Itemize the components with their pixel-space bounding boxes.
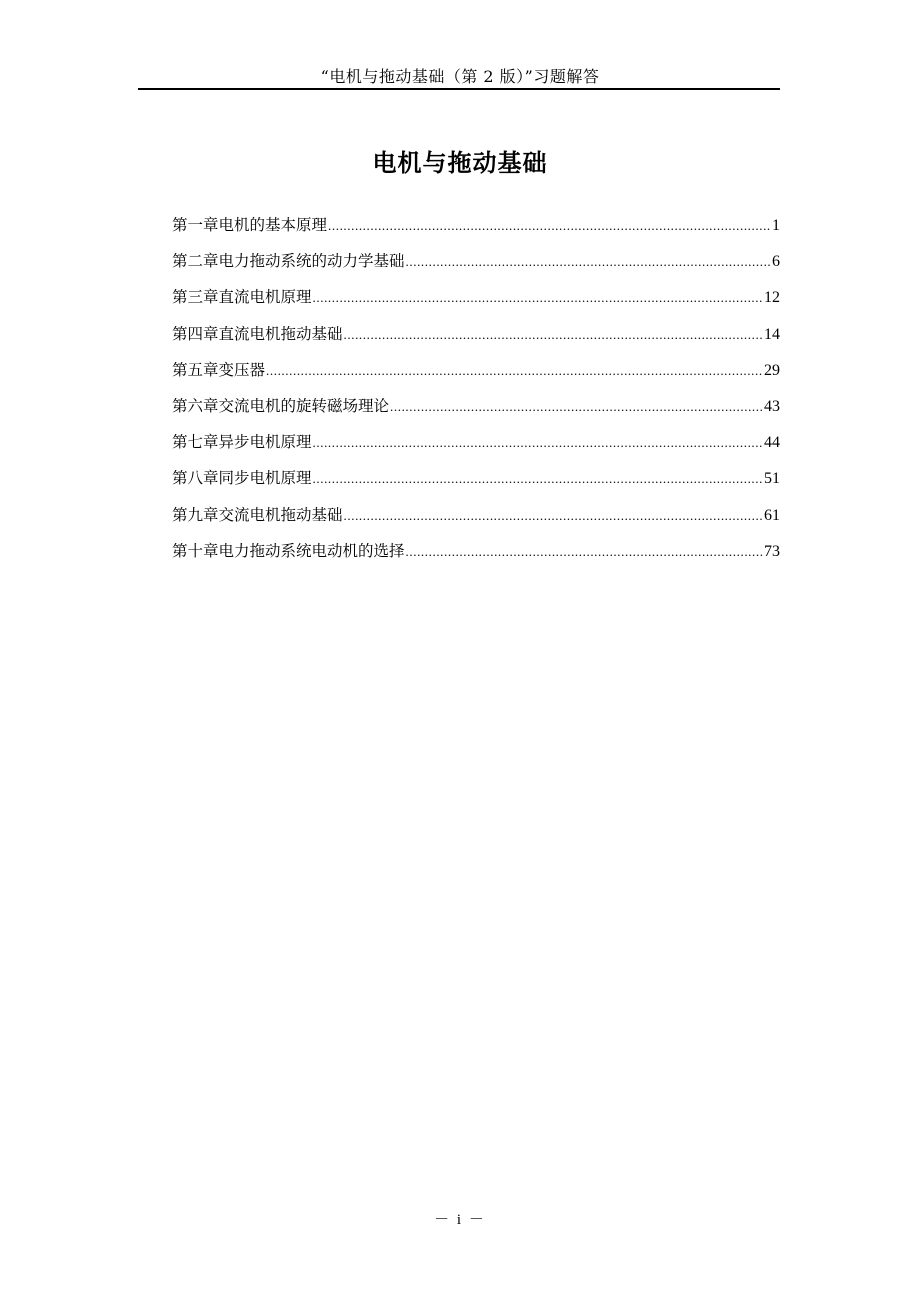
toc-dot-leader xyxy=(344,327,763,343)
toc-entry-chapter-9[interactable] xyxy=(172,503,780,539)
toc-dot-leader xyxy=(313,435,763,451)
toc-entry-page: 51 xyxy=(764,470,780,488)
toc-entry-page: 61 xyxy=(764,506,780,524)
toc-dot-leader xyxy=(390,399,763,415)
toc-entry-title: 第四章直流电机拖动基础 xyxy=(172,324,343,343)
toc-entry-title: 第二章电力拖动系统的动力学基础 xyxy=(172,252,405,271)
toc-entry-title: 第七章异步电机原理 xyxy=(172,433,312,452)
toc-entry-page: 44 xyxy=(764,434,780,452)
toc-entry-title: 第十章电力拖动系统电动机的选择 xyxy=(172,541,405,560)
toc-entry-chapter-10[interactable] xyxy=(172,539,780,575)
table-of-contents xyxy=(172,213,780,575)
toc-dot-leader xyxy=(406,254,771,270)
toc-entry-chapter-7[interactable] xyxy=(172,430,780,466)
toc-entry-page: 14 xyxy=(764,325,780,343)
toc-entry-title: 第六章交流电机的旋转磁场理论 xyxy=(172,396,390,415)
toc-entry-chapter-3[interactable] xyxy=(172,285,780,321)
toc-entry-title: 第九章交流电机拖动基础 xyxy=(172,505,343,524)
toc-dot-leader xyxy=(406,544,763,560)
toc-entry-page: 6 xyxy=(772,253,780,271)
header-rule xyxy=(138,88,780,90)
toc-entry-title: 第一章电机的基本原理 xyxy=(172,216,328,234)
toc-entry-page: 43 xyxy=(764,397,780,415)
toc-entry-page: 29 xyxy=(764,361,780,379)
toc-entry-title: 第五章变压器 xyxy=(172,360,266,379)
document-title: 电机与拖动基础 xyxy=(372,148,548,177)
toc-dot-leader xyxy=(313,471,763,487)
toc-dot-leader xyxy=(313,290,763,306)
toc-entry-title: 第八章同步电机原理 xyxy=(172,469,312,488)
toc-entry-chapter-5[interactable] xyxy=(172,358,780,394)
toc-entry-chapter-1[interactable] xyxy=(172,213,780,249)
toc-entry-chapter-4[interactable] xyxy=(172,322,780,358)
toc-entry-chapter-2[interactable] xyxy=(172,249,780,285)
page-number-footer: － i － xyxy=(434,1212,486,1228)
toc-entry-title: 第三章直流电机原理 xyxy=(172,288,312,307)
toc-dot-leader xyxy=(266,363,763,379)
toc-dot-leader xyxy=(328,218,771,234)
toc-entry-chapter-6[interactable] xyxy=(172,394,780,430)
toc-dot-leader xyxy=(344,508,763,524)
toc-entry-page: 1 xyxy=(772,217,780,234)
toc-entry-page: 73 xyxy=(764,542,780,560)
running-header: “电机与拖动基础（第 2 版）”习题解答 xyxy=(320,67,600,86)
toc-entry-page: 12 xyxy=(764,289,780,307)
toc-entry-chapter-8[interactable] xyxy=(172,466,780,502)
